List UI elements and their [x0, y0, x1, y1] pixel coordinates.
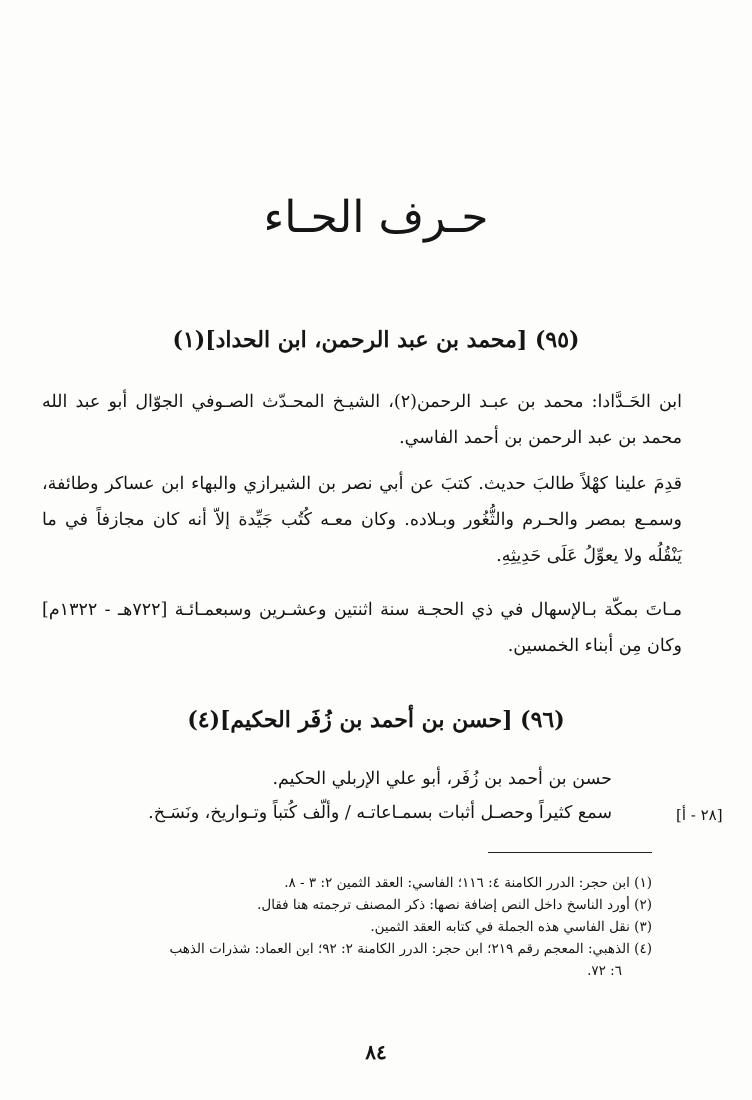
paragraph-text: مـاتَ بمكّة بـالإسهال في ذي الحجـة سنة اثنتين وعشـرين وسبعمـائـة [٧٢٢هـ - ١٣٢٢م] وكان مِن أبناء الخمسين. [42, 600, 682, 656]
entry-96-line-1: حسن بن أحمد بن زُفَر، أبو علي الإربلي الحكيم. [272, 769, 612, 789]
entry-96-heading: (٩٦) [حسن بن أحمد بن زُفَر الحكيم](٤) [187, 707, 565, 733]
footnote-1: (١) ابن حجر: الدرر الكامنة ٤: ١١٦؛ الفاسي: العقد الثمين ٢: ٣ - ٨. [284, 875, 652, 891]
entry-96-line-2: سمع كثيراً وحصـل أثبات بسمـاعاتـه / وألّف كُتباً وتـواريخ، ونَسَـخ. [148, 803, 612, 823]
entry-95-paragraph-2 [42, 466, 682, 574]
footnote-4: (٤) الذهبي: المعجم رقم ٢١٩؛ ابن حجر: الدرر الكامنة ٢: ٩٢؛ ابن العماد: شذرات الذهب [169, 941, 652, 957]
manuscript-folio-note: [٢٨ - أ] [676, 806, 723, 824]
footnote-2: (٢) أورد الناسخ داخل النص إضافة نصها: ذكر المصنف ترجمته هنا فقال. [257, 897, 652, 913]
entry-96-body [142, 762, 612, 830]
paragraph-text: ابن الحَـدَّادا: محمد بن عبـد الرحمن(٢)، الشيـخ المحـدّث الصـوفي الجوّال أبو عبد الله محمد بن عبد الرحمن بن أحمد الفاسي. [42, 392, 683, 448]
chapter-title: حـرف الحـاء [263, 192, 489, 243]
footnote-4-continuation: ٦: ٧٢. [587, 963, 622, 979]
paragraph-text: قدِمَ علينا كهْلاً طالبَ حديث. كتبَ عن أبي نصر بن الشيرازي والبهاء ابن عساكر وطائفة، وسمـع بمصر والحـرم والثُّغُور وبـلاده. وكان معـه كُتُب جَيِّدة إلاّ أنه كان مجازفاً في ما يَنْقُلُه ولا يعوِّلُ عَلَى حَدِيثِهِ. [42, 474, 682, 566]
page-number: ٨٤ [365, 1040, 387, 1064]
entry-95-heading: (٩٥) [محمد بن عبد الرحمن، ابن الحداد](١) [172, 327, 580, 353]
entry-95-paragraph-3 [42, 592, 682, 664]
footnote-divider [488, 852, 652, 853]
footnotes [100, 872, 652, 982]
entry-95-paragraph-1 [42, 384, 682, 456]
footnote-3: (٣) نقل الفاسي هذه الجملة في كتابه العقد الثمين. [370, 919, 652, 935]
